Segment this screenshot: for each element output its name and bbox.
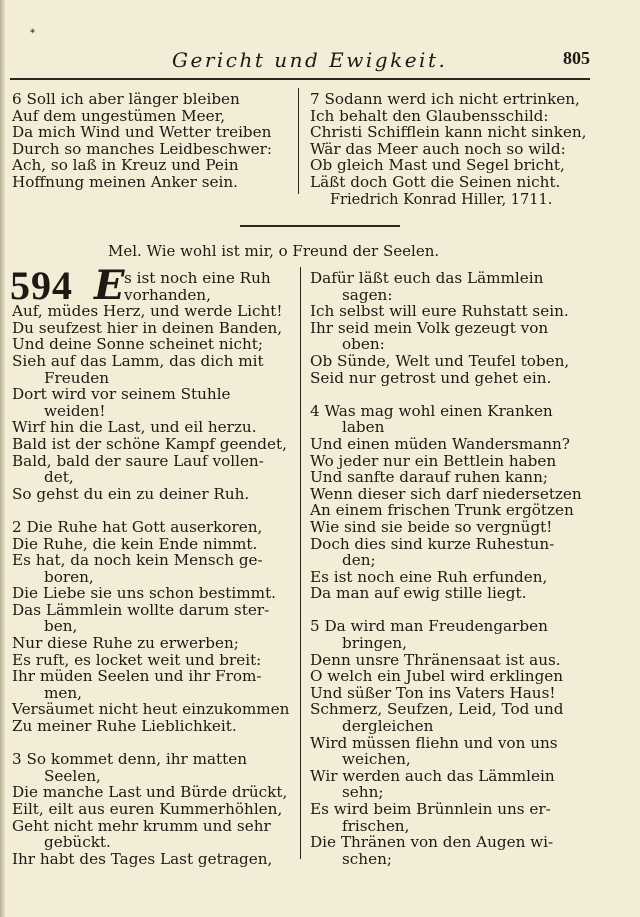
verse-line: weichen, [342, 750, 411, 769]
verse-line: Ob Sünde, Welt und Teufel toben, [310, 351, 570, 370]
verse-line: gebückt. [44, 833, 111, 852]
verse-line [12, 502, 289, 519]
verse-line [12, 735, 289, 752]
verse-line: Auf, müdes Herz, und werde Licht! [12, 302, 283, 321]
page-spine-shadow [0, 0, 5, 917]
verse-line: Du seufzest hier in deinen Banden, [12, 318, 283, 337]
melody-line: Mel. Wie wohl ist mir, o Freund der Seelen. [108, 242, 440, 260]
verse-line: Läßt doch Gott die Seinen nicht. [310, 172, 561, 191]
verse-line: Christi Schifflein kann nicht sinken, [310, 123, 587, 142]
column-divider-top [298, 88, 299, 194]
verse-line: weiden! [44, 401, 106, 420]
verse-line: s ist noch eine Ruh [124, 269, 271, 287]
prev-hymn-left-column [12, 91, 272, 191]
verse-line: Geht nicht mehr krumm und sehr [12, 816, 271, 835]
verse-line: Versäumet nicht heut einzukommen [12, 700, 290, 719]
verse-line: Ich behalt den Glaubensschild: [310, 106, 549, 125]
verse-line: Bald ist der schöne Kampf geendet, [12, 434, 287, 453]
verse-line: Wie sind sie beide so vergnügt! [310, 517, 553, 536]
verse-line: 6 Soll ich aber länger bleiben [12, 90, 240, 108]
verse-line: sehn; [342, 783, 384, 802]
header-rule [10, 78, 590, 80]
verse-line: sagen: [342, 285, 393, 304]
verse-line: Ihr müden Seelen und ihr From- [12, 667, 262, 686]
verse-line: O welch ein Jubel wird erklingen [310, 667, 564, 686]
verse-line: Es wird beim Brünnlein uns er- [310, 800, 551, 818]
verse-line: Und sanfte darauf ruhen kann; [310, 468, 548, 487]
column-divider-main [300, 267, 301, 859]
verse-line: Es ruft, es locket weit und breit: [12, 650, 262, 669]
verse-line: boren, [44, 567, 94, 586]
verse-line: 2 Die Ruhe hat Gott auserkoren, [12, 517, 263, 536]
verse-line: Wenn dieser sich darf niedersetzen [310, 484, 582, 503]
verse-line: Ich selbst will eure Ruhstatt sein. [310, 302, 569, 321]
verse-line: Die Thränen von den Augen wi- [310, 833, 554, 852]
verse-line: Ach, so laß in Kreuz und Pein [12, 156, 239, 175]
verse-line: schen; [342, 849, 392, 868]
verse-line: Es ist noch eine Ruh erfunden, [310, 567, 548, 586]
verse-line: Sieh auf das Lamm, das dich mit [12, 351, 264, 370]
verse-line: bringen, [342, 634, 407, 653]
verse-line: dergleichen [342, 717, 434, 736]
verse-line: An einem frischen Trunk ergötzen [310, 501, 574, 520]
verse-line: Ihr seid mein Volk gezeugt von [310, 318, 549, 337]
verse-line: Da man auf ewig stille liegt. [310, 584, 527, 603]
verse-line: Wär das Meer auch noch so wild: [310, 139, 566, 158]
verse-line: Hoffnung meinen Anker sein. [12, 172, 238, 191]
verse-line: men, [44, 683, 82, 702]
page-number: 805 [563, 48, 590, 68]
verse-line: vorhanden, [124, 285, 211, 304]
verse-line: Seid nur getrost und gehet ein. [310, 368, 552, 387]
verse-line: 5 Da wird man Freudengarben [310, 617, 548, 636]
prev-hymn-attribution: Friedrich Konrad Hiller, 1711. [330, 192, 553, 208]
verse-line: laben [342, 418, 385, 437]
verse-line: Freuden [44, 368, 110, 387]
verse-line: 4 Was mag wohl einen Kranken [310, 401, 553, 420]
verse-line: det, [44, 468, 74, 487]
hymn-dropcap: E [94, 262, 125, 309]
hymn-number: 594 [10, 263, 73, 308]
verse-line: frischen, [342, 816, 410, 835]
verse-line: Ob gleich Mast und Segel bricht, [310, 156, 565, 175]
verse-line: Dort wird vor seinem Stuhle [12, 385, 231, 404]
verse-line: Ihr habt des Tages Last getragen, [12, 849, 273, 868]
verse-line: Eilt, eilt aus euren Kummerhöhlen, [12, 800, 283, 818]
verse-line: Wo jeder nur ein Bettlein haben [310, 451, 557, 470]
verse-line: ben, [44, 617, 78, 636]
verse-line: Dafür läßt euch das Lämmlein [310, 269, 544, 287]
verse-line: Da mich Wind und Wetter treiben [12, 123, 272, 142]
verse-line: Seelen, [44, 766, 101, 785]
verse-line: Die manche Last und Bürde drückt, [12, 783, 288, 802]
verse-line: Auf dem ungestümen Meer, [12, 106, 226, 125]
verse-line: 7 Sodann werd ich nicht ertrinken, [310, 90, 580, 108]
verse-line: Die Ruhe, die kein Ende nimmt. [12, 534, 258, 553]
verse-line: Das Lämmlein wollte darum ster- [12, 600, 270, 619]
verse-line: Bald, bald der saure Lauf vollen- [12, 451, 264, 470]
verse-line: Es hat, da noch kein Mensch ge- [12, 551, 263, 570]
running-title: Gericht und Ewigkeit. [172, 48, 448, 72]
verse-line: Denn unsre Thränensaat ist aus. [310, 650, 561, 669]
page-header [0, 28, 640, 76]
verse-line: Wirf hin die Last, und eil herzu. [12, 418, 257, 437]
header-mark: * [30, 28, 35, 39]
hymn-right-column [310, 270, 582, 867]
hymn-separator [240, 225, 400, 227]
verse-line: Und einen müden Wandersmann? [310, 434, 570, 453]
verse-line: Schmerz, Seufzen, Leid, Tod und [310, 700, 564, 719]
verse-line: Nur diese Ruhe zu erwerben; [12, 634, 239, 653]
verse-line: Zu meiner Ruhe Lieblichkeit. [12, 717, 237, 736]
verse-line: Wir werden auch das Lämmlein [310, 766, 555, 785]
verse-line: oben: [342, 335, 385, 354]
verse-line: Wird müssen fliehn und von uns [310, 733, 558, 752]
verse-line: Durch so manches Leidbeschwer: [12, 139, 273, 158]
verse-line: Und deine Sonne scheinet nicht; [12, 335, 263, 354]
verse-line: So gehst du ein zu deiner Ruh. [12, 484, 250, 503]
verse-line: den; [342, 551, 376, 570]
hymn-left-column [12, 270, 289, 867]
prev-hymn-right-column [310, 91, 587, 191]
verse-line: 3 So kommet denn, ihr matten [12, 750, 248, 769]
verse-line: Und süßer Ton ins Vaters Haus! [310, 683, 556, 702]
verse-line [310, 386, 582, 403]
verse-line: Die Liebe sie uns schon bestimmt. [12, 584, 277, 603]
verse-line: Doch dies sind kurze Ruhestun- [310, 534, 555, 553]
verse-line [310, 602, 582, 619]
